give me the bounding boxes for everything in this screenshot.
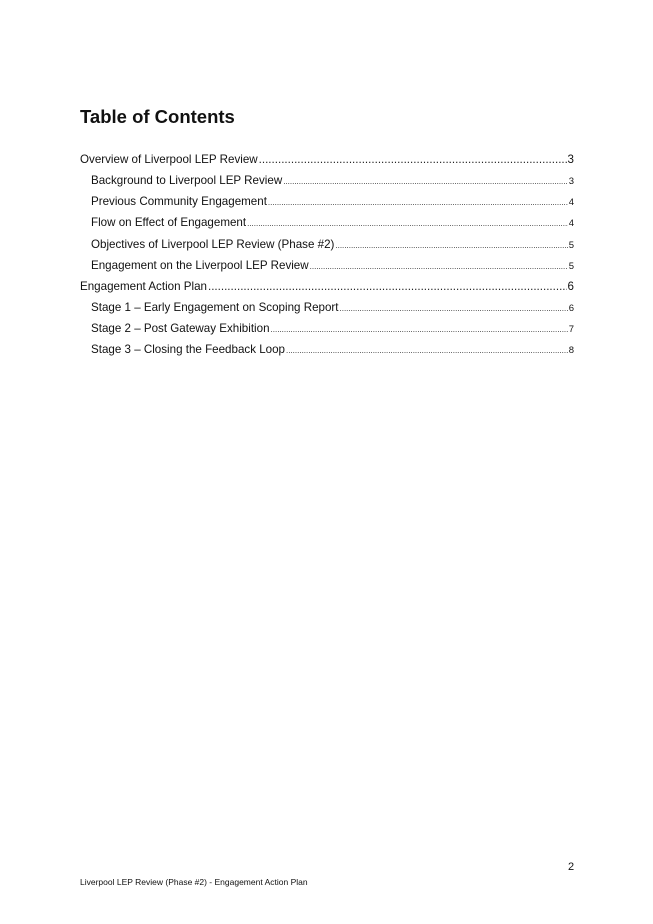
toc-entry-page: 5 (568, 240, 574, 251)
toc-entry-stage-2[interactable] (91, 322, 574, 337)
toc-entry-overview[interactable] (80, 153, 574, 167)
toc-dot-leader (310, 260, 568, 274)
page-number: 2 (568, 861, 575, 873)
toc-entry-label: Background to Liverpool LEP Review (91, 174, 283, 187)
page-footer: Liverpool LEP Review (Phase #2) - Engagement Action Plan (80, 877, 308, 887)
toc-dot-leader (286, 344, 568, 358)
toc-entry-label: Overview of Liverpool LEP Review (80, 153, 258, 166)
toc-entry-page: 6 (567, 280, 574, 293)
toc-entry-page: 8 (568, 345, 574, 356)
toc-entry-page: 3 (567, 153, 574, 166)
toc-entry-stage-3[interactable] (91, 343, 574, 358)
toc-entry-objectives[interactable] (91, 238, 574, 253)
toc-entry-label: Stage 1 – Early Engagement on Scoping Report (91, 301, 339, 314)
toc-dot-leader (340, 302, 568, 316)
toc-entry-action-plan[interactable] (80, 280, 574, 294)
toc-entry-stage-1[interactable] (91, 301, 574, 316)
toc-entry-flow-on-effect[interactable] (91, 216, 574, 231)
toc-dot-leader (247, 217, 568, 231)
toc-dot-leader (271, 323, 568, 337)
toc-entry-page: 4 (568, 218, 574, 229)
toc-entry-label: Objectives of Liverpool LEP Review (Phase #2) (91, 238, 335, 251)
toc-entry-previous-engagement[interactable] (91, 195, 574, 210)
toc-entry-page: 7 (568, 324, 574, 335)
toc-dot-leader (283, 175, 568, 189)
toc-entry-engagement-on-review[interactable] (91, 259, 574, 274)
toc-entry-label: Previous Community Engagement (91, 195, 267, 208)
toc-entry-label: Engagement Action Plan (80, 280, 207, 293)
toc-entry-label: Engagement on the Liverpool LEP Review (91, 259, 309, 272)
toc-entry-background[interactable] (91, 174, 574, 189)
toc-entry-label: Stage 3 – Closing the Feedback Loop (91, 343, 286, 356)
toc-entry-page: 5 (568, 261, 574, 272)
toc-entry-page: 6 (568, 303, 574, 314)
toc-dot-leader (268, 196, 568, 210)
toc-entry-label: Stage 2 – Post Gateway Exhibition (91, 322, 270, 335)
toc-entry-label: Flow on Effect of Engagement (91, 216, 247, 229)
toc-entry-page: 4 (568, 197, 574, 208)
toc-dot-leader (259, 153, 567, 167)
toc-dot-leader (208, 280, 567, 294)
toc-title: Table of Contents (80, 106, 235, 127)
toc-entry-page: 3 (568, 176, 574, 187)
toc-dot-leader (335, 239, 567, 253)
